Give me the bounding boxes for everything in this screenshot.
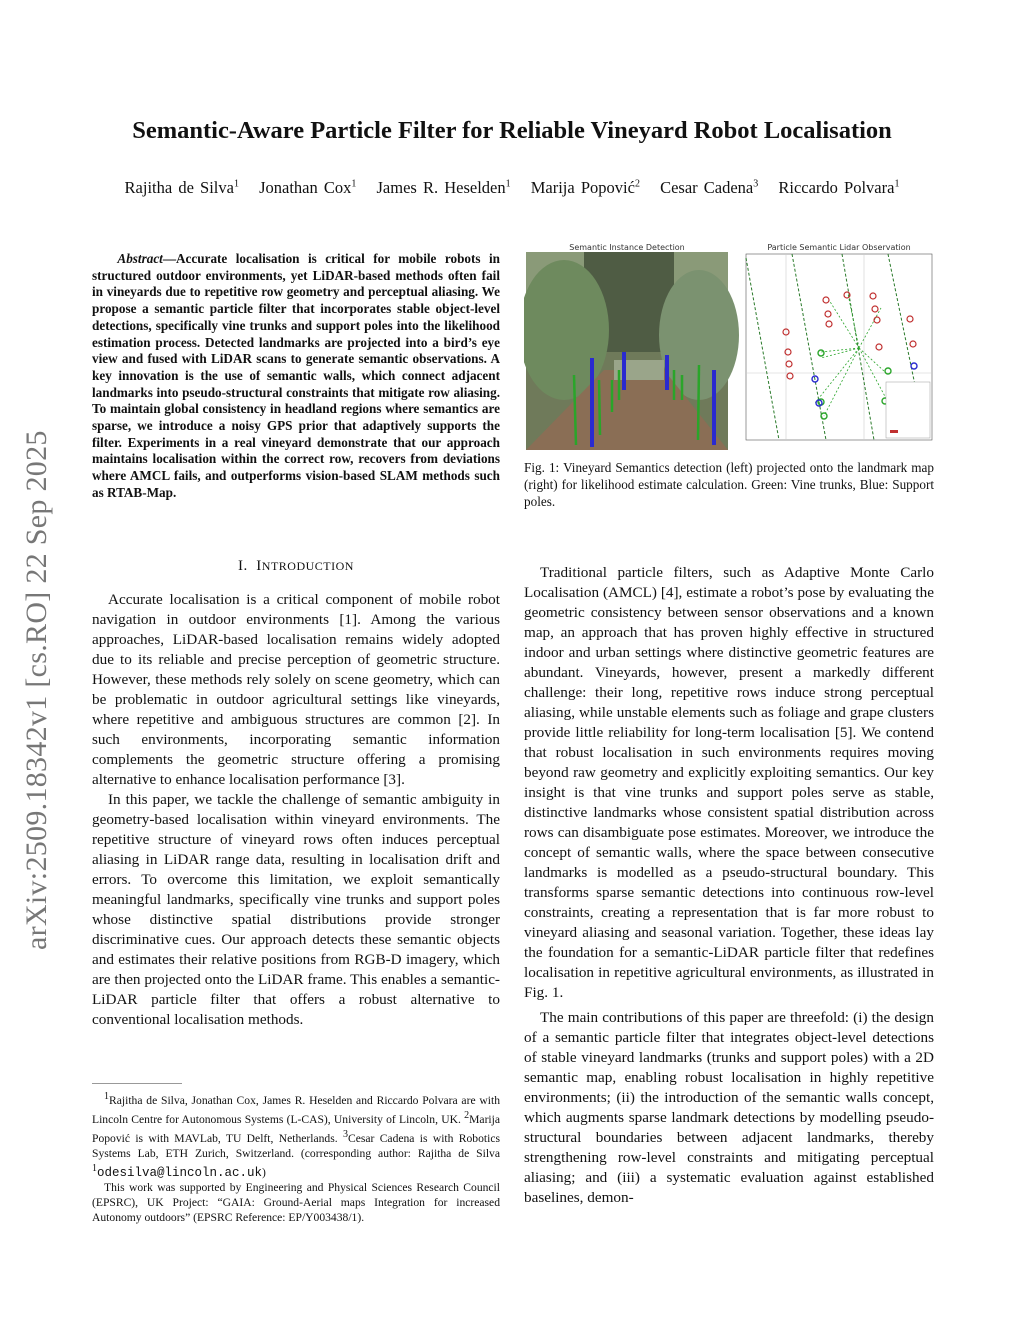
email-link[interactable]: odesilva@lincoln.ac.uk	[97, 1165, 263, 1180]
arxiv-stamp: arXiv:2509.18342v1 [cs.RO] 22 Sep 2025	[20, 430, 53, 950]
figure-left-title: Semantic Instance Detection	[569, 243, 685, 252]
vineyard-photo	[524, 252, 739, 450]
author: Jonathan Cox$^1$	[259, 178, 357, 197]
figure-right-title: Particle Semantic Lidar Observation	[767, 243, 911, 252]
footnotes	[92, 1089, 500, 1225]
footnote-funding: This work was supported by Engineering and Physical Sciences Research Council (EPSRC), UK Project: “GAIA: Ground-Aerial maps Integration for increased Autonomy outdoors” (EPSRC Reference: EP/Y003438/1).	[92, 1181, 500, 1225]
paragraph: In this paper, we tackle the challenge of semantic ambiguity in geometry-based localisation within vineyard environments. The repetitive structure of vineyard rows often induces perceptual aliasing in LiDAR range data, resulting in localisation drift and errors. To overcome this limitation, we exploit semantically meaningful landmarks, specifically vine trunks and support poles whose distinctive spatial distributions provide stronger discriminative cues. Our approach detects these semantic objects and estimates their relative positions from RGB-D imagery, which are then projected onto the LiDAR frame. This enables a semantic-LiDAR particle filter that offers a robust alternative to conventional localisation methods.	[92, 791, 500, 1028]
abstract-text: Accurate localisation is critical for mobile robots in structured outdoor environments, yet LiDAR-based methods often fail in vineyards due to repetitive row geometry and perceptual aliasing. We propose a semantic particle filter that incorporates stable object-level detections, specifically vine trunks and support poles into the likelihood estimation process. Detected landmarks are projected into a bird’s eye view and fused with LiDAR scans to generate semantic observations. A key innovation is the use of semantic walls, which connect adjacent landmarks into pseudo-structural constraints that mitigate row aliasing. To maintain global consistency in headland regions where semantics are sparse, we introduce a noisy GPS prior that adaptively supports the filter. Experiments in a real vineyard demonstrate that our approach maintains localisation within the correct row, recovers from deviations where AMCL fails, and outperforms vision-based SLAM methods such as RTAB-Map.	[92, 251, 500, 500]
author: Cesar Cadena$^3$	[660, 178, 759, 197]
author: Marija Popović$^2$	[530, 178, 640, 197]
paper-title: Semantic-Aware Particle Filter for Reliable Vineyard Robot Localisation	[132, 117, 892, 144]
author: Riccardo Polvara$^1$	[778, 178, 900, 197]
author-list	[0, 178, 1024, 198]
footnote-rule	[92, 1083, 182, 1084]
footnote-affiliations: $^1$Rajitha de Silva, Jonathan Cox, James R. Heselden and Riccardo Polvara are with Lincoln Centre for Autonomous Systems (L-CAS), University of Lincoln, UK. $^2$Marija Popović is with MAVLab, TU Delft, Netherlands. $^3$Cesar Cadena is with Robotics Systems Lab, ETH Zurich, Switzerland. (corresponding author: Rajitha de Silva $^1$odesilva@lincoln.ac.uk)	[92, 1091, 501, 1180]
figure-1	[524, 240, 936, 455]
paragraph: The main contributions of this paper are threefold: (i) the design of a semantic particle filter that integrates object-level detections of stable vineyard landmarks (trunks and support poles) with a 2D semantic map, enabling robust localisation in highly repetitive environments; (ii) the introduction of the semantic walls concept, which augments sparse landmark detections by modelling pseudo-structural boundaries between adjacent landmarks, thereby strengthening row-level constraints and mitigating perceptual aliasing; and (iii) a systematic evaluation against established baselines, demon-	[524, 1009, 934, 1206]
figure-caption: Fig. 1: Vineyard Semantics detection (left) projected onto the landmark map (right) for likelihood estimate calculation. Green: Vine trunks, Blue: Support poles.	[524, 460, 934, 509]
left-column-body	[92, 590, 500, 1030]
abstract	[92, 251, 500, 502]
author: James R. Heselden$^1$	[376, 178, 511, 197]
paragraph: Accurate localisation is a critical component of mobile robot navigation in outdoor environments [1]. Among the various approaches, LiDAR-based localisation remains widely adopted due to its reliable and precise perception of geometric structure. However, these methods rely solely on scene geometry, which can be problematic in outdoor agricultural settings like vineyards, where repetitive and ambiguous structures are common [2]. In such environments, incorporating semantic information complements the geometric structure offering a promising alternative to enhance localisation performance [3].	[92, 591, 500, 788]
abstract-label: Abstract	[117, 251, 163, 266]
section-heading-introduction: I. INTRODUCTION	[238, 558, 354, 574]
right-column-body	[524, 563, 934, 1208]
abstract-dash: —	[162, 251, 177, 266]
author: Rajitha de Silva$^1$	[124, 178, 239, 197]
lidar-plot	[746, 254, 932, 440]
paragraph: Traditional particle filters, such as Adaptive Monte Carlo Localisation (AMCL) [4], estimate a robot’s pose by evaluating the geometric consistency between sensor observations and a known map, an approach that has proven highly effective in structured indoor and urban settings where distinctive geometric features are abundant. Vineyards, however, present a markedly different challenge: their long, repetitive rows induce strong perceptual aliasing, while unstable elements such as foliage and grape clusters provide little reliability for long-term localisation [5]. We contend that robust localisation in such environments requires moving beyond raw geometry and explicitly exploiting semantics. Our key insight is that vine trunks and support poles serve as stable, distinctive landmarks whose consistent spatial distribution across rows can disambiguate pose estimates. Moreover, we introduce the concept of semantic walls, where the space between consecutive landmarks is modelled as a pseudo-structural boundary. This transforms sparse semantic detections into continuous row-level constraints, creating a representation that is far more robust to vineyard aliasing and seasonal variation. Together, these ideas lay the foundation for a semantic-LiDAR particle filter that redefines localisation in repetitive agricultural environments, as illustrated in Fig. 1.	[524, 564, 934, 1001]
